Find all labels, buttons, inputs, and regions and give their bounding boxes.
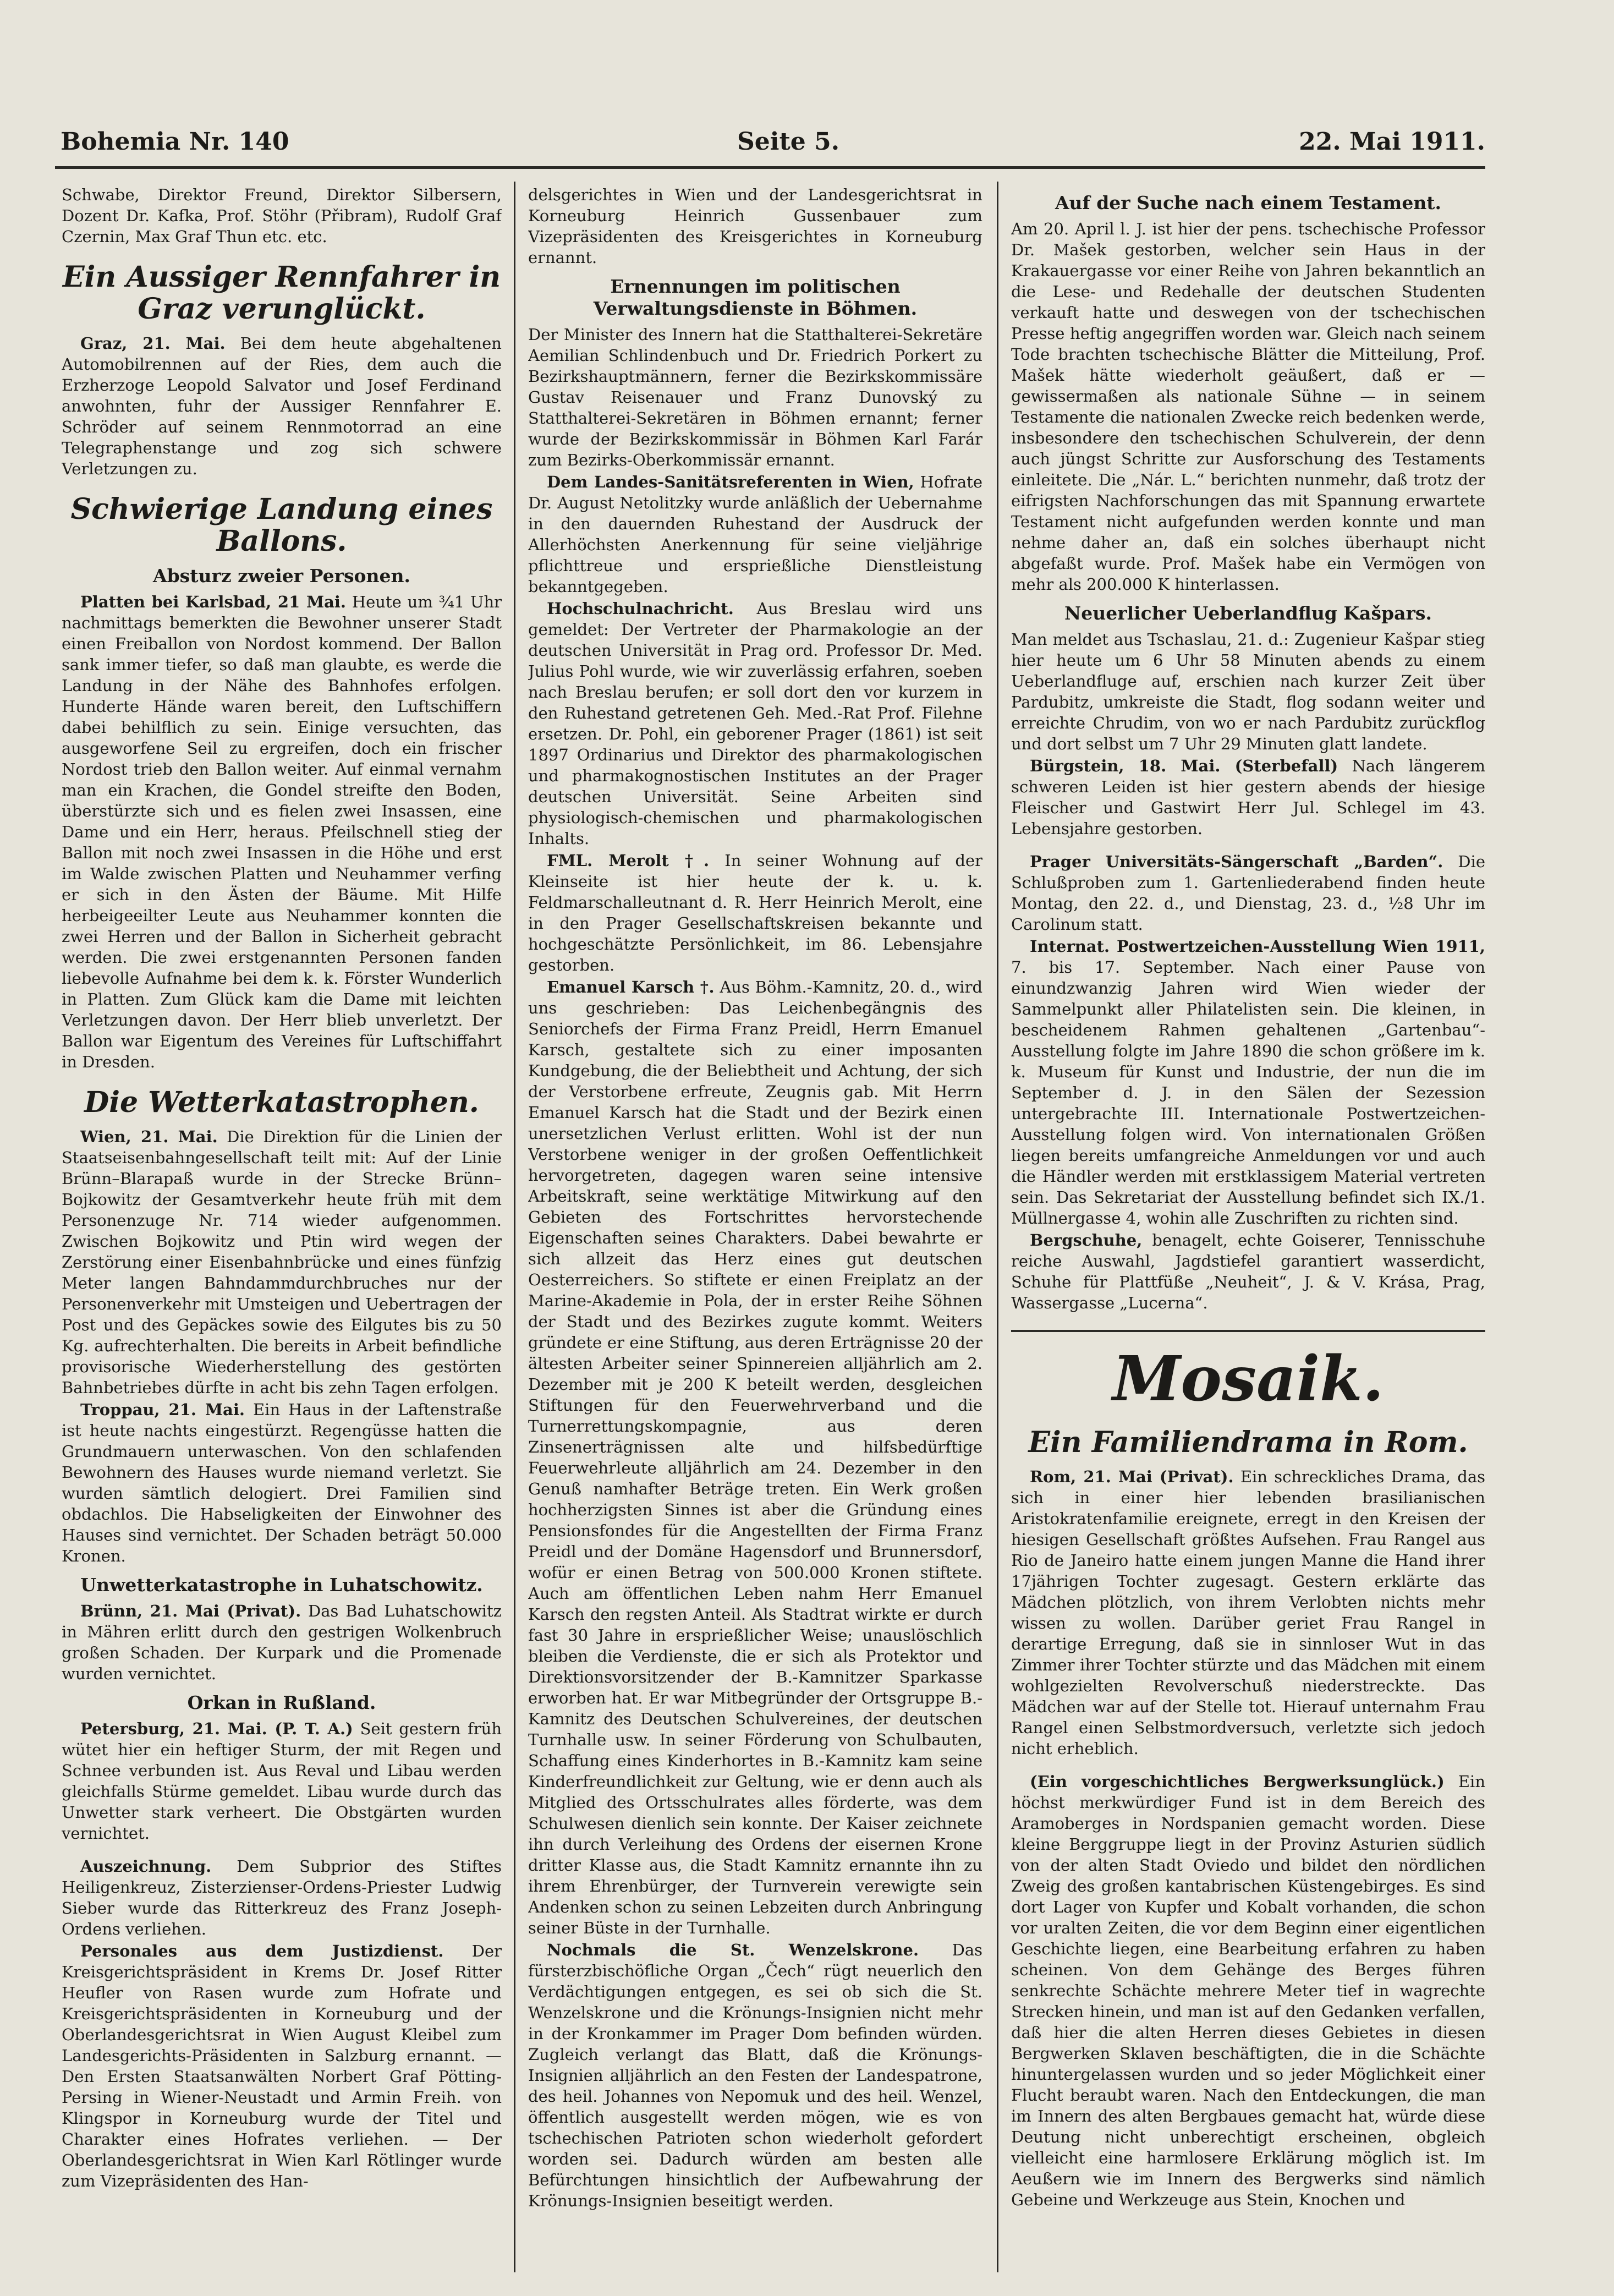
article-lead: FML. Merolt †. xyxy=(547,851,710,870)
article-headline: Ein Aussiger Rennfahrer in Graz verunglückt. xyxy=(62,260,501,326)
article-lead: Personales aus dem Justizdienst. xyxy=(80,1942,444,1960)
article-paragraph xyxy=(62,1718,502,1844)
article-subheadline: Absturz zweier Personen. xyxy=(152,565,411,587)
article-text: Die Schlußproben zum 1. Gartenliederabend finden heute Montag, den 22. d., und Dienstag, 23. d., ½8 Uhr im Carolinum statt. xyxy=(1011,852,1485,934)
article-text: benagelt, echte Goiserer, Tennisschuhe reiche Auswahl, Jagdstiefel garantiert wasserdicht, Schuhe für Plattfüße „Neuheit“, J. & V. Krása, Prag, Wassergasse „Lucerna“. xyxy=(1011,1231,1485,1312)
article-paragraph xyxy=(528,324,982,470)
article-subheadline: Unwetterkatastrophe in Luhatschowitz. xyxy=(80,1574,483,1596)
article-paragraph xyxy=(62,1941,502,2191)
article-text: Aus Breslau wird uns gemeldet: Der Vertreter der Pharmakologie an der deutschen Universität in Prag ord. Professor Dr. Med. Julius Pohl wurde, wie wir zuverlässig erfahren, soeben nach Breslau berufen; er soll dort den vor kurzem in den Ruhestand getretenen Geh. Med.-Rat Prof. Filehne ersetzen. Dr. Pohl, ein geborener Prager (1861) ist seit 1897 Ordinarius und Direktor des pharmakologischen und pharmakognostischen Institutes an der Prager deutschen Universität. Seine Arbeiten sind physiologisch-chemischen und pharmakologischen Inhalts. xyxy=(528,599,982,848)
article-subheadline: Ernennungen im politischen Verwaltungsdienste in Böhmen. xyxy=(593,276,918,319)
article-lead: Nochmals die St. Wenzelskrone. xyxy=(547,1941,919,1959)
article-headline: Die Wetterkatastrophen. xyxy=(84,1086,479,1119)
article-paragraph xyxy=(62,1126,502,1398)
article-paragraph xyxy=(1011,1466,1485,1759)
column-divider-1 xyxy=(514,182,515,2272)
article-text: delsgerichtes in Wien und der Landesgerichtsrat in Korneuburg Heinrich Gussenbauer zum Vizepräsidenten des Kreisgerichtes in Korneuburg ernannt. xyxy=(528,185,982,267)
article-text: 7. bis 17. September. Nach einer Pause von einundzwanzig Jahren wird Wien wieder der Sammelpunkt aller Philatelisten sein. Die kleinen, in bescheidenem Rahmen gehaltenen „Gartenbau“-Ausstellung folgte im Jahre 1890 die schon größere im k. k. Museum für Kunst und Industrie, der nun die im September d. J. in den Sälen der Sezession untergebrachte III. Internationale Postwertzeichen-Ausstellung folgen wird. Von internationalen Größen liegen bereits umfangreiche Anmeldungen vor und auch die Händler werden mit erstklassigem Material vertreten sein. Das Sekretariat der Ausstellung befindet sich IX./1. Müllnergasse 4, wohin alle Zuschriften zu richten sind. xyxy=(1011,958,1485,1228)
article-paragraph xyxy=(528,850,982,976)
article-text: Das fürsterzbischöfliche Organ „Čech“ rügt neuerlich den Verdächtigungen entgegen, es sei ob sich die St. Wenzelskrone und die Krönungs-Insignien nicht mehr in der Kronkammer im Prager Dom befinden würden. Zugleich verlangt das Blatt, daß die Krönungs-Insignien alljährlich an den Festen der Landespatrone, des heil. Johannes von Nepomuk und des heil. Wenzel, öffentlich ausgestellt werden mögen, wie es von tschechischen Patrioten schon wiederholt gefordert worden sei. Dadurch würden am besten alle Befürchtungen hinsichtlich der Aufbewahrung der Krönungs-Insignien beseitigt werden. xyxy=(528,1941,982,2210)
article-paragraph xyxy=(1011,755,1485,839)
column-2 xyxy=(528,184,982,2275)
article-text: In seiner Wohnung auf der Kleinseite ist hier heute der k. u. k. Feldmarschalleutnant d. R. Herr Heinrich Merolt, eine in den Prager Gesellschaftskreisen bekannte und hochgeschätzte Persönlichkeit, im 86. Lebensjahre gestorben. xyxy=(528,851,982,974)
section-title: Mosaik. xyxy=(1112,1343,1384,1415)
article-headline: Ein Familiendrama in Rom. xyxy=(1028,1426,1468,1459)
article-paragraph xyxy=(62,1856,502,1939)
spacer xyxy=(1011,840,1485,851)
article-text: Dem Subprior des Stiftes Heiligenkreuz, Zisterzienser-Ordens-Priester Ludwig Sieber wurde das Ritterkreuz des Franz Joseph-Ordens verliehen. xyxy=(62,1857,502,1938)
article-lead: Auszeichnung. xyxy=(80,1857,212,1876)
article-text: Nach längerem schweren Leiden ist hier gestern abends der hiesige Fleischer und Gastwirt Herr Jul. Schlegel im 43. Lebensjahre gestorben. xyxy=(1011,757,1485,838)
article-subheadline: Neuerlicher Ueberlandflug Kašpars. xyxy=(1064,602,1432,624)
article-lead: Rom, 21. Mai (Privat). xyxy=(1030,1467,1234,1486)
article-subheadline: Orkan in Rußland. xyxy=(187,1692,376,1713)
article-lead: Bürgstein, 18. Mai. (Sterbefall) xyxy=(1030,757,1338,775)
article-paragraph xyxy=(62,184,502,247)
article-paragraph xyxy=(528,184,982,268)
column-3 xyxy=(1011,184,1485,2275)
article-paragraph xyxy=(1011,629,1485,754)
header-page-number: Seite 5. xyxy=(737,128,840,156)
article-text: Der Minister des Innern hat die Statthalterei-Sekretäre Aemilian Schlindenbuch und Dr. Friedrich Porkert zu Bezirkshauptmännern, ferner die Bezirkskommissäre Gustav Reisenauer und Franz Dunovský zu Statthalterei-Sekretären in Böhmen ernannt; ferner wurde der Bezirkskommissär in Böhmen Karl Farár zum Bezirks-Oberkommissär ernannt. xyxy=(528,325,982,469)
article-paragraph xyxy=(528,598,982,849)
article-text: Am 20. April l. J. ist hier der pens. tschechische Professor Dr. Mašek gestorben, welcher sein Haus in der Krakauergasse vor einer Reihe von Jahren bekanntlich an die Lese- und Redehalle der deutschen Studenten verkauft hatte und deswegen von der tschechischen Presse heftig angegriffen worden war. Gleich nach seinem Tode brachten tschechische Blätter die Mitteilung, Prof. Mašek hätte wiederholt geäußert, daß er — gewissermaßen als nationale Sühne — in seinem Testamente die nationalen Zwecke reich bedenken werde, insbesondere den tschechischen Schulverein, der denn auch jüngst Schritte zur Ausforschung des Testaments einleitete. Die „Nár. L.“ berichten nunmehr, daß trotz der eifrigsten Nachforschungen das mit Spannung erwartete Testament nicht aufgefunden werden konnte und man nehme daher an, daß ein solches überhaupt nicht abgefaßt wurde. Prof. Mašek habe ein Vermögen von mehr als 200.000 K hinterlassen. xyxy=(1011,220,1485,594)
article-paragraph xyxy=(528,472,982,597)
article-text: Aus Böhm.-Kamnitz, 20. d., wird uns geschrieben: Das Leichenbegängnis des Seniorchefs der Firma Franz Preidl, Herrn Emanuel Karsch, gestaltete sich zu einer imposanten Kundgebung, die der Beliebtheit und Achtung, der sich der Verstorbene erfreute, Zeugnis gab. Mit Herrn Emanuel Karsch hat die Stadt und der Bezirk einen unersetzlichen Verlust erlitten. Wohl ist der nun Verstorbene weniger in der großen Oeffentlichkeit hervorgetreten, dagegen waren seine intensive Arbeitskraft, seine werktätige Mitwirkung auf den Gebieten des Fortschrittes hervorstechende Eigenschaften seines Charakters. Dabei bewahrte er sich allzeit das Herz eines gut deutschen Oesterreichers. So stiftete er einen Freiplatz an der Marine-Akademie in Pola, der in erster Reihe Söhnen der Stadt und des Bezirkes zugute kommt. Weiters gründete er eine Stiftung, aus deren Erträgnisse 20 der ältesten Arbeiter seiner Spinnereien alljährlich am 2. Dezember mit je 200 K beteilt werden, desgleichen Stiftungen für den Feuerwehrverband und die Turnerrettungskompagnie, aus deren Zinsenerträgnissen alte und hilfsbedürftige Feuerwehrleute alljährlich am 24. Dezember in den Genuß namhafter Beträge treten. Ein Werk großen hochherzigsten Sinnes ist aber die Gründung eines Pensionsfondes für die Angestellten der Firma Franz Preidl und der Domäne Hagensdorf und Brunnersdorf, wofür er einen Betrag von 500.000 Kronen stiftete. Auch am öffentlichen Leben nahm Herr Emanuel Karsch den regsten Anteil. Als Stadtrat wirkte er durch fast 30 Jahre in ersprießlicher Weise; unauslöschlich bleiben die Verdienste, die er sich als Protektor und Direktionsvorsitzender der B.-Kamnitzer Sparkasse erworben hat. Er war Mitbegründer der Ortsgruppe B.-Kamnitz des Deutschen Schulvereines, der deutschen Turnhalle usw. In seiner Förderung von Schulbauten, Schaffung eines Kinderhortes in B.-Kamnitz kam seine Kinderfreundlichkeit zur Geltung, wie er denn auch als Mitglied des Ortsschulrates alles förderte, was dem Schulwesen dienlich sein konnte. Der Kaiser zeichnete ihn durch Verleihung des Ordens der eisernen Krone dritter Klasse aus, die Stadt Kamnitz ernannte ihn zu ihrem Ehrenbürger, der Turnverein verewigte sein Andenken schon zu seinen Lebzeiten durch Anbringung seiner Büste in der Turnhalle. xyxy=(528,978,982,1937)
article-paragraph xyxy=(1011,1230,1485,1313)
article-lead: Prager Universitäts-Sängerschaft „Barden“. xyxy=(1030,852,1443,871)
article-lead: Internat. Postwertzeichen-Ausstellung Wien 1911, xyxy=(1030,937,1485,956)
article-text: Hofrate Dr. August Netolitzky wurde anläßlich der Uebernahme in den dauernden Ruhestand der Ausdruck der Allerhöchsten Anerkennung für seine vieljährige pflichttreue und ersprießliche Dienstleistung bekanntgegeben. xyxy=(528,473,982,596)
article-text: Die Direktion für die Linien der Staatseisenbahngesellschaft teilt mit: Auf der Linie Brünn–Blarapaß wurde in der Strecke Brünn–Bojkowitz der Gesamtverkehr heute früh mit dem Personenzuge Nr. 714 wieder aufgenommen. Zwischen Bojkowitz und Ptin wird wegen der Zerstörung einer Eisenbahnbrücke und eines fünfzig Meter langen Bahndammdurchbruches nur der Personenverkehr mit Umsteigen und Uebertragen der Post und des Gepäckes sowie des Eilgutes bis zu 50 Kg. aufrechterhalten. Die bereits in Arbeit befindliche provisorische Wiederherstellung des gestörten Bahnbetriebes dürfte in acht bis zehn Tagen erfolgen. xyxy=(62,1127,502,1397)
header-date: 22. Mai 1911. xyxy=(1299,128,1485,156)
article-text: Seit gestern früh wütet hier ein heftiger Sturm, der mit Regen und Schnee verbunden ist. Aus Reval und Libau werden gleichfalls Stürme gemeldet. Libau wurde durch das Unwetter stark verheert. Die Obstgärten wurden vernichtet. xyxy=(62,1719,502,1843)
article-paragraph xyxy=(1011,851,1485,935)
article-text: Heute um ¾1 Uhr nachmittags bemerkten die Bewohner unserer Stadt einen Freiballon von Nordost kommend. Der Ballon sank immer tiefer, so daß man glaubte, es werde die Landung in der Nähe des Bahnhofes erfolgen. Hunderte Hände waren bereit, den Luftschiffern dabei behilflich zu sein. Einige versuchten, das ausgeworfene Seil zu ergreifen, doch ein frischer Nordost trieb den Ballon weiter. Auf einmal vernahm man ein Krachen, die Gondel streifte den Boden, überstürzte sich und es fielen zwei Insassen, eine Dame und ein Herr, heraus. Pfeilschnell stieg der Ballon mit noch zwei Insassen in die Höhe und erst im Walde zwischen Platten und Neuhammer verfing er sich in den Ästen der Bäume. Mit Hilfe herbeigeeilter Leute aus Neuhammer konnten die zwei Herren und der Ballon in Sicherheit gebracht werden. Die zwei erstgenannten Personen fanden liebevolle Aufnahme bei dem k. k. Förster Wunderlich in Platten. Zum Glück kam die Dame mit leichten Verletzungen davon. Der Herr blieb unverletzt. Der Ballon war Eigentum des Vereines für Luftschiffahrt in Dresden. xyxy=(62,593,502,1071)
article-text: Man meldet aus Tschaslau, 21. d.: Zugenieur Kašpar stieg hier heute um 6 Uhr 58 Minuten abends zu einem Ueberlandfluge auf, erschien nach kurzer Zeit über Pardubitz, umkreiste die Stadt, flog sodann weiter und erreichte Chrudim, von wo er nach Pardubitz zurückflog und dort selbst um 7 Uhr 29 Minuten glatt landete. xyxy=(1011,630,1485,753)
article-text: Bei dem heute abgehaltenen Automobilrennen auf der Ries, dem auch die Erzherzoge Leopold Salvator und Josef Ferdinand anwohnten, fuhr der Aussiger Rennfahrer E. Schröder auf seinem Rennmotorrad an eine Telegraphenstange und zog sich schwere Verletzungen zu. xyxy=(62,334,502,478)
article-paragraph xyxy=(528,977,982,1938)
article-paragraph xyxy=(62,333,502,479)
article-lead: (Ein vorgeschichtliches Bergwerksunglück.) xyxy=(1030,1772,1445,1791)
article-paragraph xyxy=(1011,936,1485,1229)
article-paragraph xyxy=(528,1939,982,2211)
article-paragraph xyxy=(62,1399,502,1566)
article-lead: Platten bei Karlsbad, 21 Mai. xyxy=(80,593,346,611)
article-text: Der Kreisgerichtspräsident in Krems Dr. Josef Ritter Heufler von Rasen wurde zum Hofrate und Kreisgerichtspräsidenten in Korneuburg und der Oberlandesgerichtsrat in Wien August Kleibel zum Landesgerichts-Präsidenten in Salzburg ernannt. — Den Ersten Staatsanwälten Norbert Graf Pötting-Persing in Wiener-Neustadt und Armin Freih. von Klingspor in Korneuburg wurde der Titel und Charakter eines Hofrates verliehen. — Der Oberlandesgerichtsrat in Wien Karl Rötlinger wurde zum Vizepräsidenten des Han- xyxy=(62,1942,502,2190)
article-paragraph xyxy=(1011,218,1485,595)
article-lead: Graz, 21. Mai. xyxy=(80,334,226,353)
article-headline: Schwierige Landung eines Ballons. xyxy=(70,492,493,558)
article-text: Das Bad Luhatschowitz in Mähren erlitt durch den gestrigen Wolkenbruch großen Schaden. Der Kurpark und die Promenade wurden vernichtet. xyxy=(62,1602,502,1683)
article-lead: Dem Landes-Sanitätsreferenten in Wien, xyxy=(547,473,914,491)
article-text: Ein schreckliches Drama, das sich in einer hier lebenden brasilianischen Aristokratenfamilie ereignete, erregt in den Kreisen der hiesigen Gesellschaft größtes Aufsehen. Frau Rangel aus Rio de Janeiro hatte einem jungen Manne die Hand ihrer 17jährigen Tochter zugesagt. Gestern erklärte das Mädchen plötzlich, von ihrem Verlobten nichts mehr wissen zu wollen. Darüber geriet Frau Rangel in derartige Erregung, daß sie in sinnloser Wut in das Zimmer ihrer Tochter stürzte und das Mädchen mit einem wohlgezielten Revolverschuß niederstreckte. Das Mädchen war auf der Stelle tot. Hierauf unternahm Frau Rangel einen Selbstmordversuch, verletzte sich jedoch nicht erheblich. xyxy=(1011,1467,1485,1758)
page-header xyxy=(61,128,1485,166)
header-issue: Bohemia Nr. 140 xyxy=(61,128,289,156)
column-1 xyxy=(62,184,502,2275)
article-text: Schwabe, Direktor Freund, Direktor Silbersern, Dozent Dr. Kafka, Prof. Stöhr (Přibram), Rudolf Graf Czernin, Max Graf Thun etc. etc. xyxy=(62,185,502,246)
article-subheadline: Auf der Suche nach einem Testament. xyxy=(1055,192,1442,213)
article-lead: Troppau, 21. Mai. xyxy=(80,1400,245,1419)
article-lead: Emanuel Karsch †. xyxy=(547,978,715,996)
article-paragraph xyxy=(1011,1771,1485,2210)
article-lead: Brünn, 21. Mai (Privat). xyxy=(80,1602,301,1620)
spacer xyxy=(1011,1760,1485,1771)
header-rule xyxy=(55,166,1485,169)
article-paragraph xyxy=(62,1601,502,1684)
spacer xyxy=(62,1845,502,1856)
column-divider-2 xyxy=(997,182,998,2272)
article-text: Ein Haus in der Laftenstraße ist heute nachts eingestürzt. Regengüsse hatten die Grundmauern unterwaschen. Von den schlafenden Bewohnern des Hauses wurde niemand verletzt. Sie wurden sämtlich delogiert. Drei Familien sind obdachlos. Die Habseligkeiten der Einwohner des Hauses sind vernichtet. Der Schaden beträgt 50.000 Kronen. xyxy=(62,1400,502,1565)
article-lead: Petersburg, 21. Mai. (P. T. A.) xyxy=(80,1719,353,1738)
section-rule xyxy=(1011,1330,1485,1332)
article-paragraph xyxy=(62,591,502,1072)
article-lead: Hochschulnachricht. xyxy=(547,599,734,618)
article-lead: Wien, 21. Mai. xyxy=(80,1127,218,1146)
article-lead: Bergschuhe, xyxy=(1030,1231,1143,1250)
article-text: Ein höchst merkwürdiger Fund ist in dem Bereich des Aramoberges in Nordspanien gemacht worden. Diese kleine Berggruppe liegt in der Provinz Asturien südlich von der alten Stadt Oviedo und bildet den nördlichen Zweig des großen kantabrischen Küstengebirges. Es sind dort Lager von Kupfer und Kobalt vorhanden, die schon vor uralten Zeiten, die vor dem Beginn einer eigentlichen Geschichte liegen, eine Bearbeitung erfahren zu haben scheinen. Von dem Gehänge des Berges führen senkrechte Schächte mehrere Meter tief in wagrechte Strecken hinein, und man ist auf den Gedanken verfallen, daß hier die alten Herren dieses Gebietes in diesen Bergwerken Sklaven beschäftigten, die in die Schächte hinuntergelassen wurden und so jeder Möglichkeit einer Flucht beraubt waren. Nach den Entdeckungen, die man im Innern des alten Bergbaues gemacht hat, würde diese Deutung nicht unberechtigt erscheinen, obgleich vielleicht eine harmlosere Erklärung möglich ist. Im Aeußern wie im Innern des Bergwerks sind nämlich Gebeine und Werkzeuge aus Stein, Knochen und xyxy=(1011,1772,1485,2209)
